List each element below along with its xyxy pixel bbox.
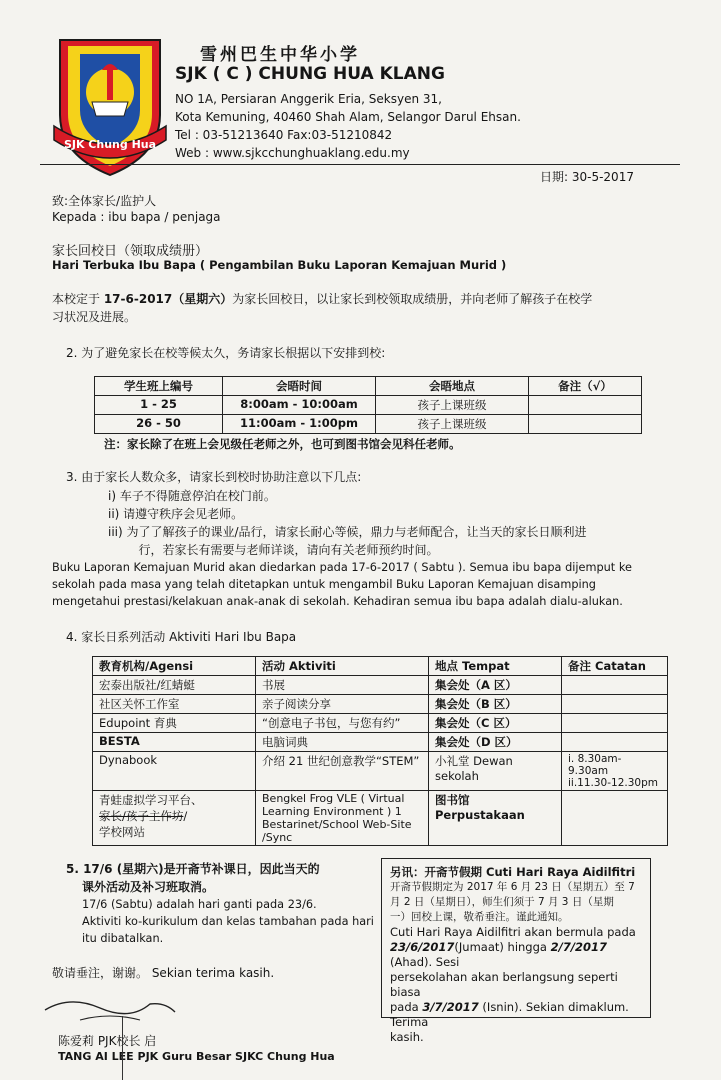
table-row (93, 752, 668, 791)
item-5-line-1: 5. 17/6 (星期六)是开斋节补课日，因此当天的 (66, 862, 320, 876)
notice-ms-4c: (Isnin). Sekian dimaklum. Terima (390, 1000, 629, 1029)
table-row (93, 676, 668, 695)
intro-text-a: 本校定于 (52, 292, 104, 306)
table-row (93, 714, 668, 733)
school-name-chinese: 雪州巴生中华小学 (200, 45, 360, 65)
intro-line-2: 习状况及进展。 (52, 310, 137, 324)
letter-date: 日期: 30-5-2017 (540, 170, 634, 184)
cell-remark (562, 714, 668, 733)
cell-remark (562, 676, 668, 695)
notice-ms-3: persekolahan akan berlangsung seperti biasa (390, 970, 618, 999)
notice-ms-2 (390, 940, 642, 970)
cell-activity: 介绍 21 世纪创意教学“STEM” (256, 752, 429, 791)
notice-date-end: 2/7/2017 (550, 940, 608, 954)
cell-remark (529, 396, 642, 415)
schedule-table (94, 376, 642, 434)
cell-activity: 书展 (256, 676, 429, 695)
cell-remark (562, 733, 668, 752)
intro-date: 17-6-2017（星期六） (103, 292, 233, 306)
recipient-chinese: 致:全体家长/监护人 (52, 194, 157, 208)
cell-remark (562, 791, 668, 846)
cell-agency: Edupoint 育典 (93, 714, 256, 733)
notice-cn-2: 月 2 日（星期日），师生们须于 7 月 3 日（星期 (390, 896, 614, 908)
cell-place: 小礼堂 Dewan sekolah (429, 752, 562, 791)
signer-chinese: 陈爱莉 PJK校长 启 (58, 1034, 157, 1048)
malay-paragraph-line-2: sekolah pada masa yang telah ditetapkan untuk mengambil Buku Laporan Kemajuan disamping (52, 578, 596, 591)
activity-line-1: Bengkel Frog VLE ( Virtual (262, 792, 405, 805)
table-row (95, 396, 642, 415)
cell-remark (562, 695, 668, 714)
logo-banner-text: SJK Chung Hua (63, 138, 157, 151)
address-line-2: Kota Kemuning, 40460 Shah Alam, Selangor Darul Ehsan. (175, 110, 521, 124)
cell-agency: BESTA (93, 733, 256, 752)
cell-activity: “创意电子书包，与您有约” (256, 714, 429, 733)
cell-class-no: 1 - 25 (95, 396, 223, 415)
notice-cn-3: 一）回校上课，敬希垂注。谨此通知。 (390, 911, 569, 923)
activity-line-2: Learning Environment ) 1 (262, 805, 402, 818)
item-3: 3. 由于家长人数众多，请家长到校时协助注意以下几点: (66, 470, 362, 484)
school-crest-logo (50, 30, 170, 180)
table-row (93, 733, 668, 752)
cell-place: 集会处（B 区） (429, 695, 562, 714)
malay-paragraph-line-3: mengetahui prestasi/kelakuan anak-anak di sekolah. Kehadiran semua ibu bapa adalah dialu-alukan. (52, 595, 623, 608)
cell-activity: 电脑词典 (256, 733, 429, 752)
agency-slash: / (183, 809, 188, 823)
cell-agency (93, 791, 256, 846)
activities-table (92, 656, 668, 846)
table-row (95, 415, 642, 434)
header-rule (40, 164, 680, 165)
item-3-point-3: iii) 为了了解孩子的课业/品行，请家长耐心等候，鼎力与老师配合，让当天的家长日顺利进 (108, 525, 587, 539)
item-3-point-2: ii) 请遵守秩序会见老师。 (108, 507, 244, 521)
website: Web : www.sjkcchunghuaklang.edu.my (175, 146, 410, 160)
cell-remark (529, 415, 642, 434)
signer-english: TANG AI LEE PJK Guru Besar SJKC Chung Hua (58, 1050, 335, 1063)
item-3-point-1: i) 车子不得随意停泊在校门前。 (108, 489, 276, 503)
notice-date-return: 3/7/2017 (422, 1000, 479, 1014)
item-5-malay-1: 17/6 (Sabtu) adalah hari ganti pada 23/6. (82, 898, 317, 911)
notice-ms-5: kasih. (390, 1030, 424, 1044)
cell-agency: 社区关怀工作室 (93, 695, 256, 714)
holiday-notice-box (381, 858, 651, 1044)
cell-place: 图书馆 Perpustakaan (429, 791, 562, 846)
cell-agency: 宏泰出版社/红蜻蜓 (93, 676, 256, 695)
agency-line-1: 青蛙虚拟学习平台、 (99, 793, 203, 807)
header-class-no: 学生班上编号 (95, 377, 223, 396)
item-4: 4. 家长日系列活动 Aktiviti Hari Ibu Bapa (66, 630, 297, 644)
agency-struck-text: 家长/孩子主作坊 (99, 809, 184, 823)
cell-place: 孩子上课班级 (376, 415, 529, 434)
header-agency: 教育机构/Agensi (93, 657, 256, 676)
header-remark: 备注 Catatan (562, 657, 668, 676)
cell-place: 集会处（A 区） (429, 676, 562, 695)
header-remark: 备注（√） (529, 377, 642, 396)
cell-remark (562, 752, 668, 791)
item-5-malay-3: itu dibatalkan. (82, 932, 164, 945)
recipient-malay: Kepada : ibu bapa / penjaga (52, 210, 221, 224)
phone-fax: Tel : 03-51213640 Fax:03-51210842 (175, 128, 393, 142)
table-header-row (95, 377, 642, 396)
handwritten-signature (40, 990, 180, 1030)
header-activity: 活动 Aktiviti (256, 657, 429, 676)
item-2: 2. 为了避免家长在校等候太久，务请家长根据以下安排到校: (66, 346, 386, 360)
cell-time: 11:00am - 1:00pm (223, 415, 376, 434)
closing: 敬请垂注，谢谢。 Sekian terima kasih. (52, 966, 275, 980)
notice-ms-4 (390, 1000, 642, 1030)
table-header-row (93, 657, 668, 676)
notice-ms-2b: (Jumaat) hingga (454, 940, 551, 954)
table-row (93, 791, 668, 846)
remark-session-1: i. 8.30am-9.30am (568, 753, 622, 777)
address-line-1: NO 1A, Persiaran Anggerik Eria, Seksyen 31, (175, 92, 442, 106)
table-note: 注：家长除了在班上会见级任老师之外，也可到图书馆会见科任老师。 (104, 437, 461, 451)
intro-text-c: 为家长回校日，以让家长到校领取成绩册，并向老师了解孩子在校学 (232, 292, 593, 306)
title-chinese: 家长回校日（领取成绩册） (52, 244, 209, 259)
cell-agency: Dynabook (93, 752, 256, 791)
notice-ms-4a: pada (390, 1000, 423, 1014)
malay-paragraph-line-1: Buku Laporan Kemajuan Murid akan diedarkan pada 17-6-2017 ( Sabtu ). Semua ibu bapa dijemput ke (52, 561, 632, 574)
cell-place: 孩子上课班级 (376, 396, 529, 415)
item-3-point-3-cont: 行，若家长有需要与老师详谈，请向有关老师预约时间。 (108, 543, 439, 557)
item-5-line-2: 课外活动及补习班取消。 (82, 880, 215, 894)
notice-date-start: 23/6/2017 (390, 940, 455, 954)
cell-place: 集会处（D 区） (429, 733, 562, 752)
activity-line-3: Bestarinet/School Web-Site /Sync (262, 818, 412, 844)
remark-session-2: ii.11.30-12.30pm (568, 777, 658, 789)
item-5-malay-2: Aktiviti ko-kurikulum dan kelas tambahan pada hari (82, 915, 374, 928)
intro-paragraph (52, 290, 592, 307)
table-row (93, 695, 668, 714)
agency-line-2 (99, 808, 249, 824)
signature-stroke (122, 1016, 123, 1080)
cell-place: 集会处（C 区） (429, 714, 562, 733)
cell-activity (256, 791, 429, 846)
school-name-english: SJK ( C ) CHUNG HUA KLANG (175, 64, 445, 84)
notice-ms-2d: (Ahad). Sesi (390, 955, 460, 969)
title-malay: Hari Terbuka Ibu Bapa ( Pengambilan Buku Laporan Kemajuan Murid ) (52, 258, 507, 272)
header-place: 地点 Tempat (429, 657, 562, 676)
header-place: 会晤地点 (376, 377, 529, 396)
cell-class-no: 26 - 50 (95, 415, 223, 434)
cell-time: 8:00am - 10:00am (223, 396, 376, 415)
notice-title: 另讯：开斋节假期 Cuti Hari Raya Aidilfitri (390, 865, 636, 879)
agency-line-3: 学校网站 (99, 825, 145, 839)
header-time: 会晤时间 (223, 377, 376, 396)
notice-ms-1: Cuti Hari Raya Aidilfitri akan bermula pada (390, 925, 636, 939)
notice-cn-1: 开斋节假期定为 2017 年 6 月 23 日（星期五）至 7 (390, 881, 635, 893)
cell-activity: 亲子阅读分享 (256, 695, 429, 714)
